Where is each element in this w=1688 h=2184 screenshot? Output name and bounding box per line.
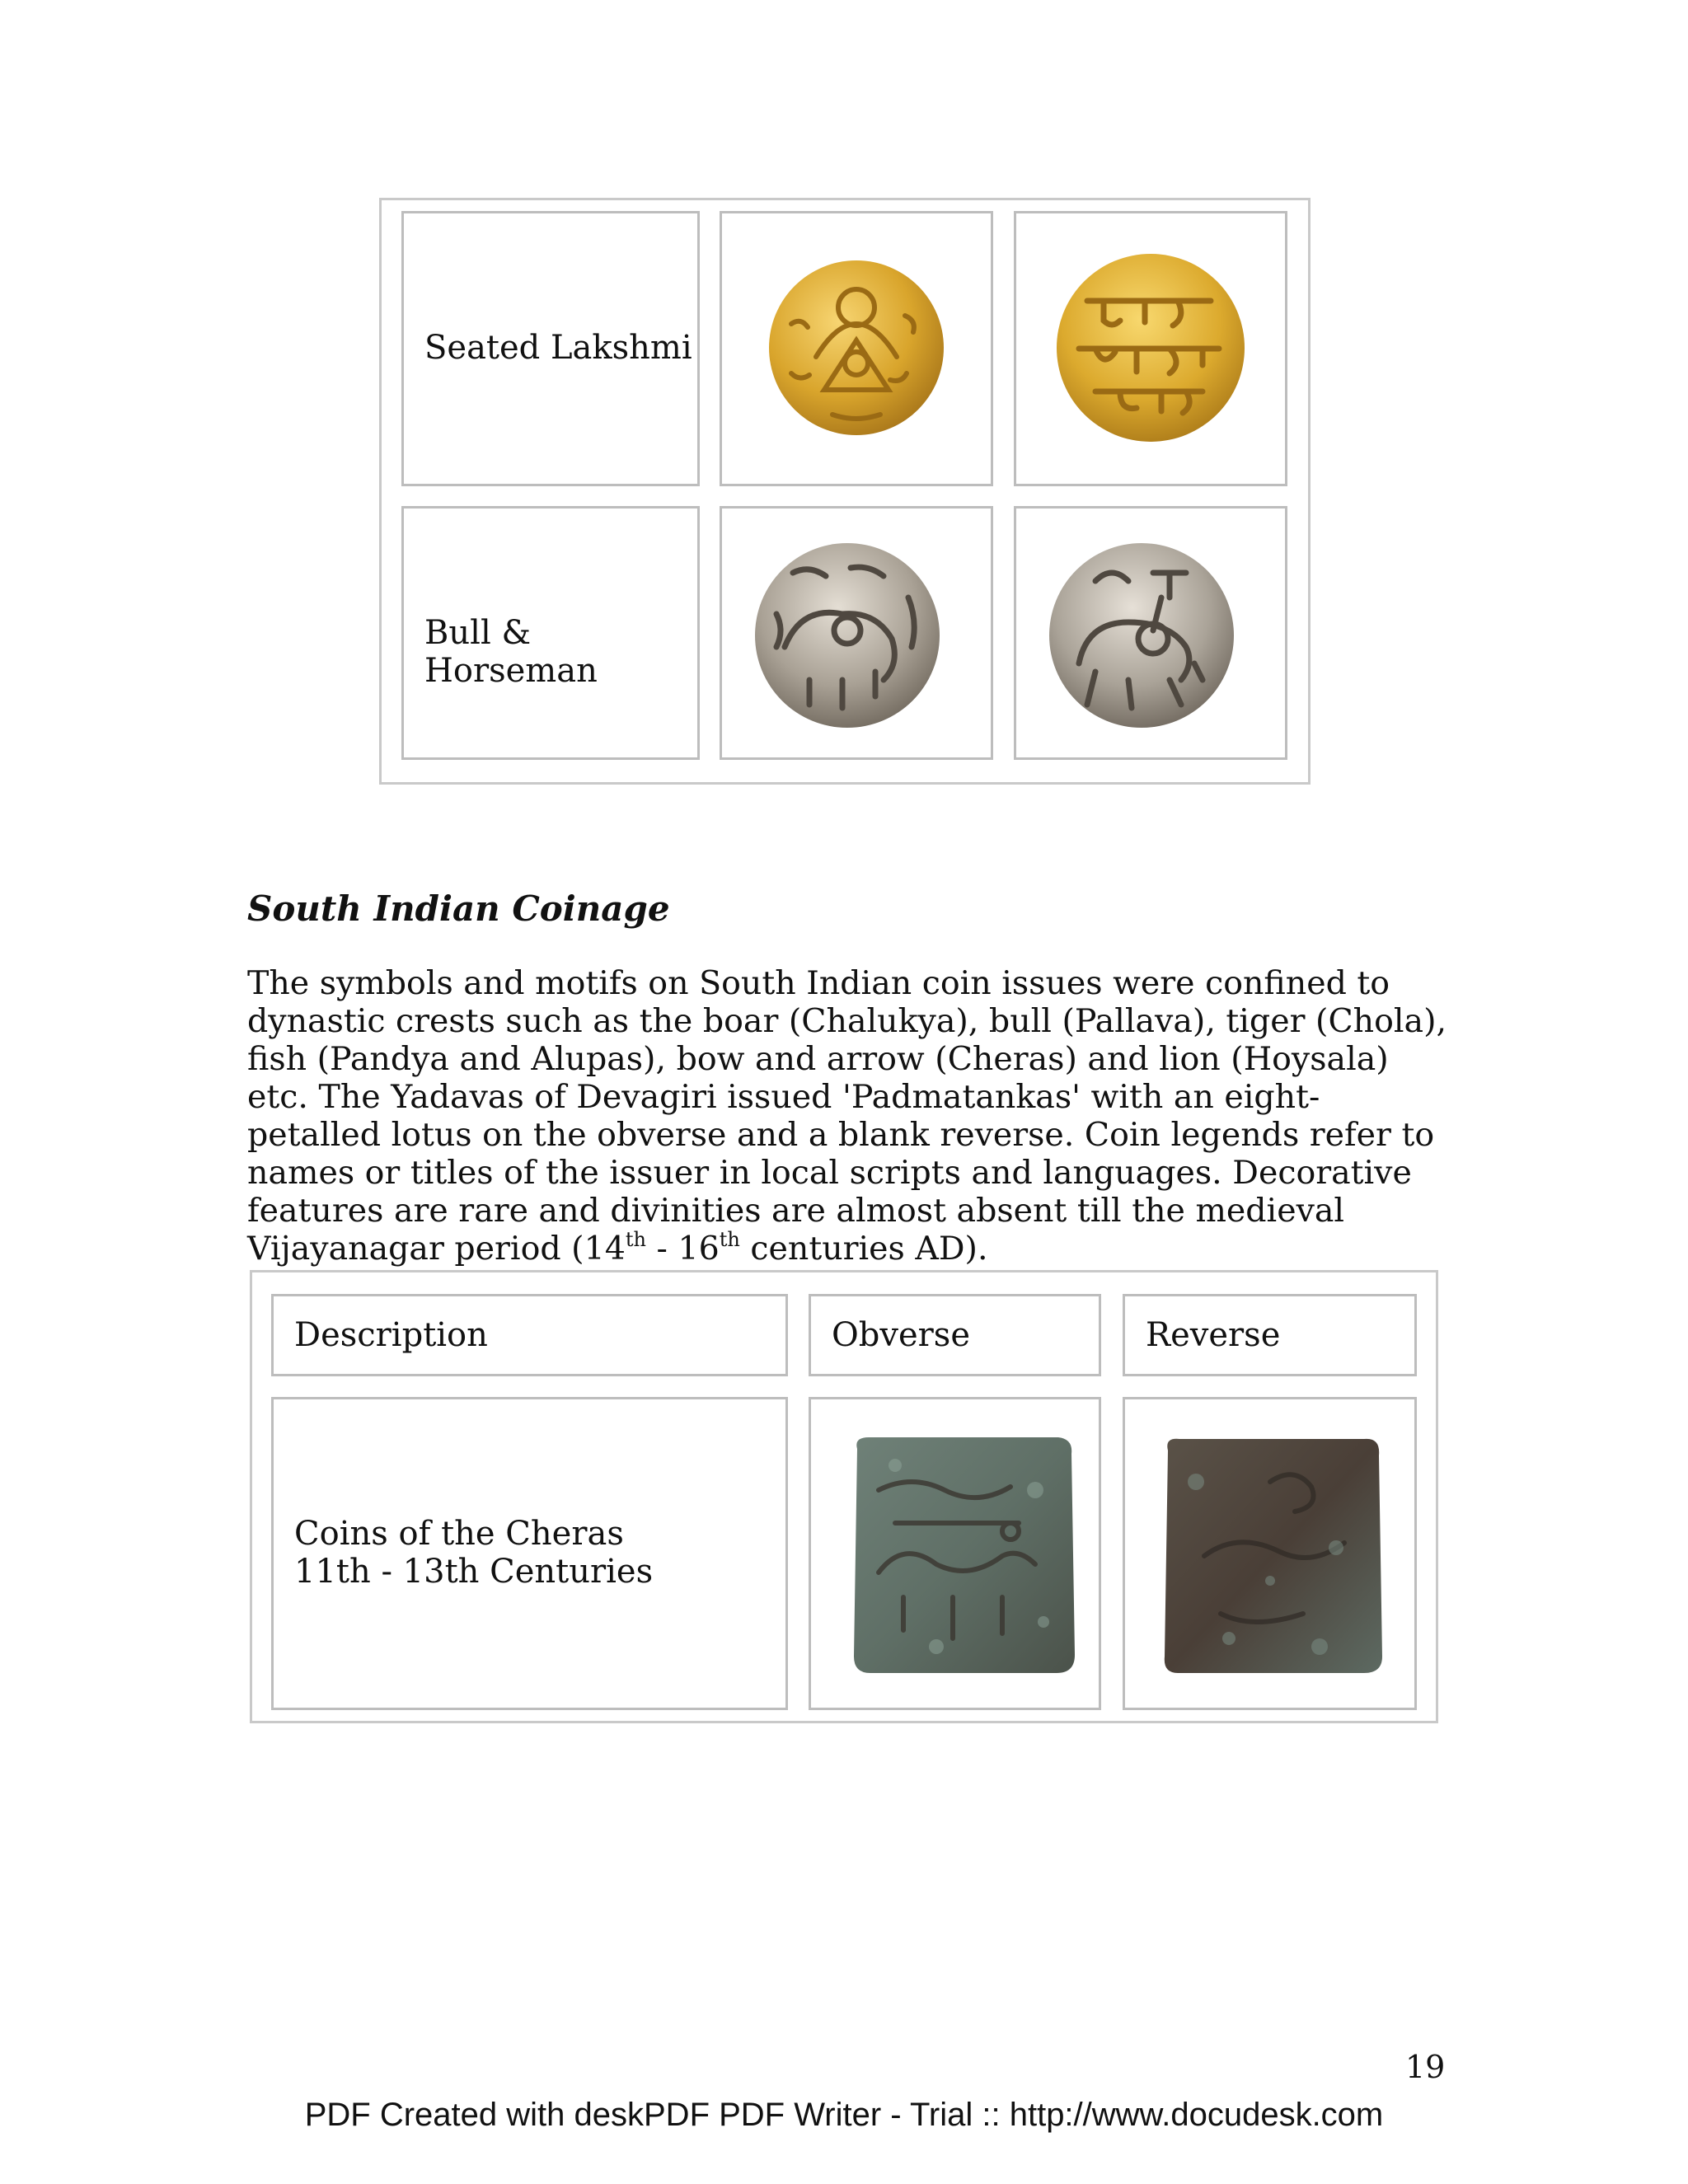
body-text: The symbols and motifs on South Indian coin issues were confined to dynastic crests such as the boar (Chalukya), bull (Pallava), tiger (Chola), fish (Pandya and Alupas), bow and arrow (Cheras) and lion (Hoysala) etc. The Yadavas of Devagiri issued 'Padmatankas' with an eight-petalled lotus on the obverse and a blank reverse. Coin legends refer to names or titles of the issuer in local scripts and languages. Decorative features are rare and divinities are almost absent till the medieval Vijayanagar period (14: [247, 964, 1447, 1268]
footer-watermark: PDF Created with deskPDF PDF Writer - Trial :: http://www.docudesk.com: [304, 2097, 1384, 2133]
silver-coin-bull-icon: [752, 540, 943, 731]
header-cell-description: [271, 1294, 788, 1376]
copper-coin-square-icon: [1155, 1432, 1387, 1680]
table-cell-description: [271, 1397, 788, 1710]
table-cell-reverse: [1014, 506, 1287, 760]
copper-coin-square-icon: [846, 1432, 1078, 1680]
gold-coin-lakshmi-icon: [767, 258, 946, 438]
table-cell-reverse: [1014, 211, 1287, 486]
row-description: Seated Lakshmi: [424, 329, 692, 367]
table-cell-description: [401, 506, 700, 760]
row-description-line2: 11th - 13th Centuries: [294, 1553, 654, 1591]
header-obverse: Obverse: [832, 1316, 970, 1354]
header-cell-reverse: [1123, 1294, 1417, 1376]
row-description-line1: Coins of the Cheras: [294, 1515, 624, 1553]
section-heading: South Indian Coinage: [247, 888, 670, 929]
table-cell-obverse: [809, 1397, 1101, 1710]
header-cell-obverse: [809, 1294, 1101, 1376]
superscript: th: [719, 1227, 740, 1251]
body-paragraph: [247, 964, 1451, 1268]
page-number: 19: [1405, 2049, 1446, 2085]
superscript: th: [625, 1227, 646, 1251]
table-cell-obverse: [720, 506, 993, 760]
table-cell-description: [401, 211, 700, 486]
row-description: Bull & Horseman: [424, 614, 598, 690]
body-text: centuries AD).: [739, 1230, 988, 1268]
silver-coin-horseman-icon: [1046, 540, 1237, 731]
table-cell-reverse: [1123, 1397, 1417, 1710]
gold-coin-legend-icon: [1054, 251, 1247, 444]
header-description: Description: [294, 1316, 488, 1354]
table-cell-obverse: [720, 211, 993, 486]
body-text: - 16: [645, 1230, 720, 1268]
header-reverse: Reverse: [1146, 1316, 1281, 1354]
